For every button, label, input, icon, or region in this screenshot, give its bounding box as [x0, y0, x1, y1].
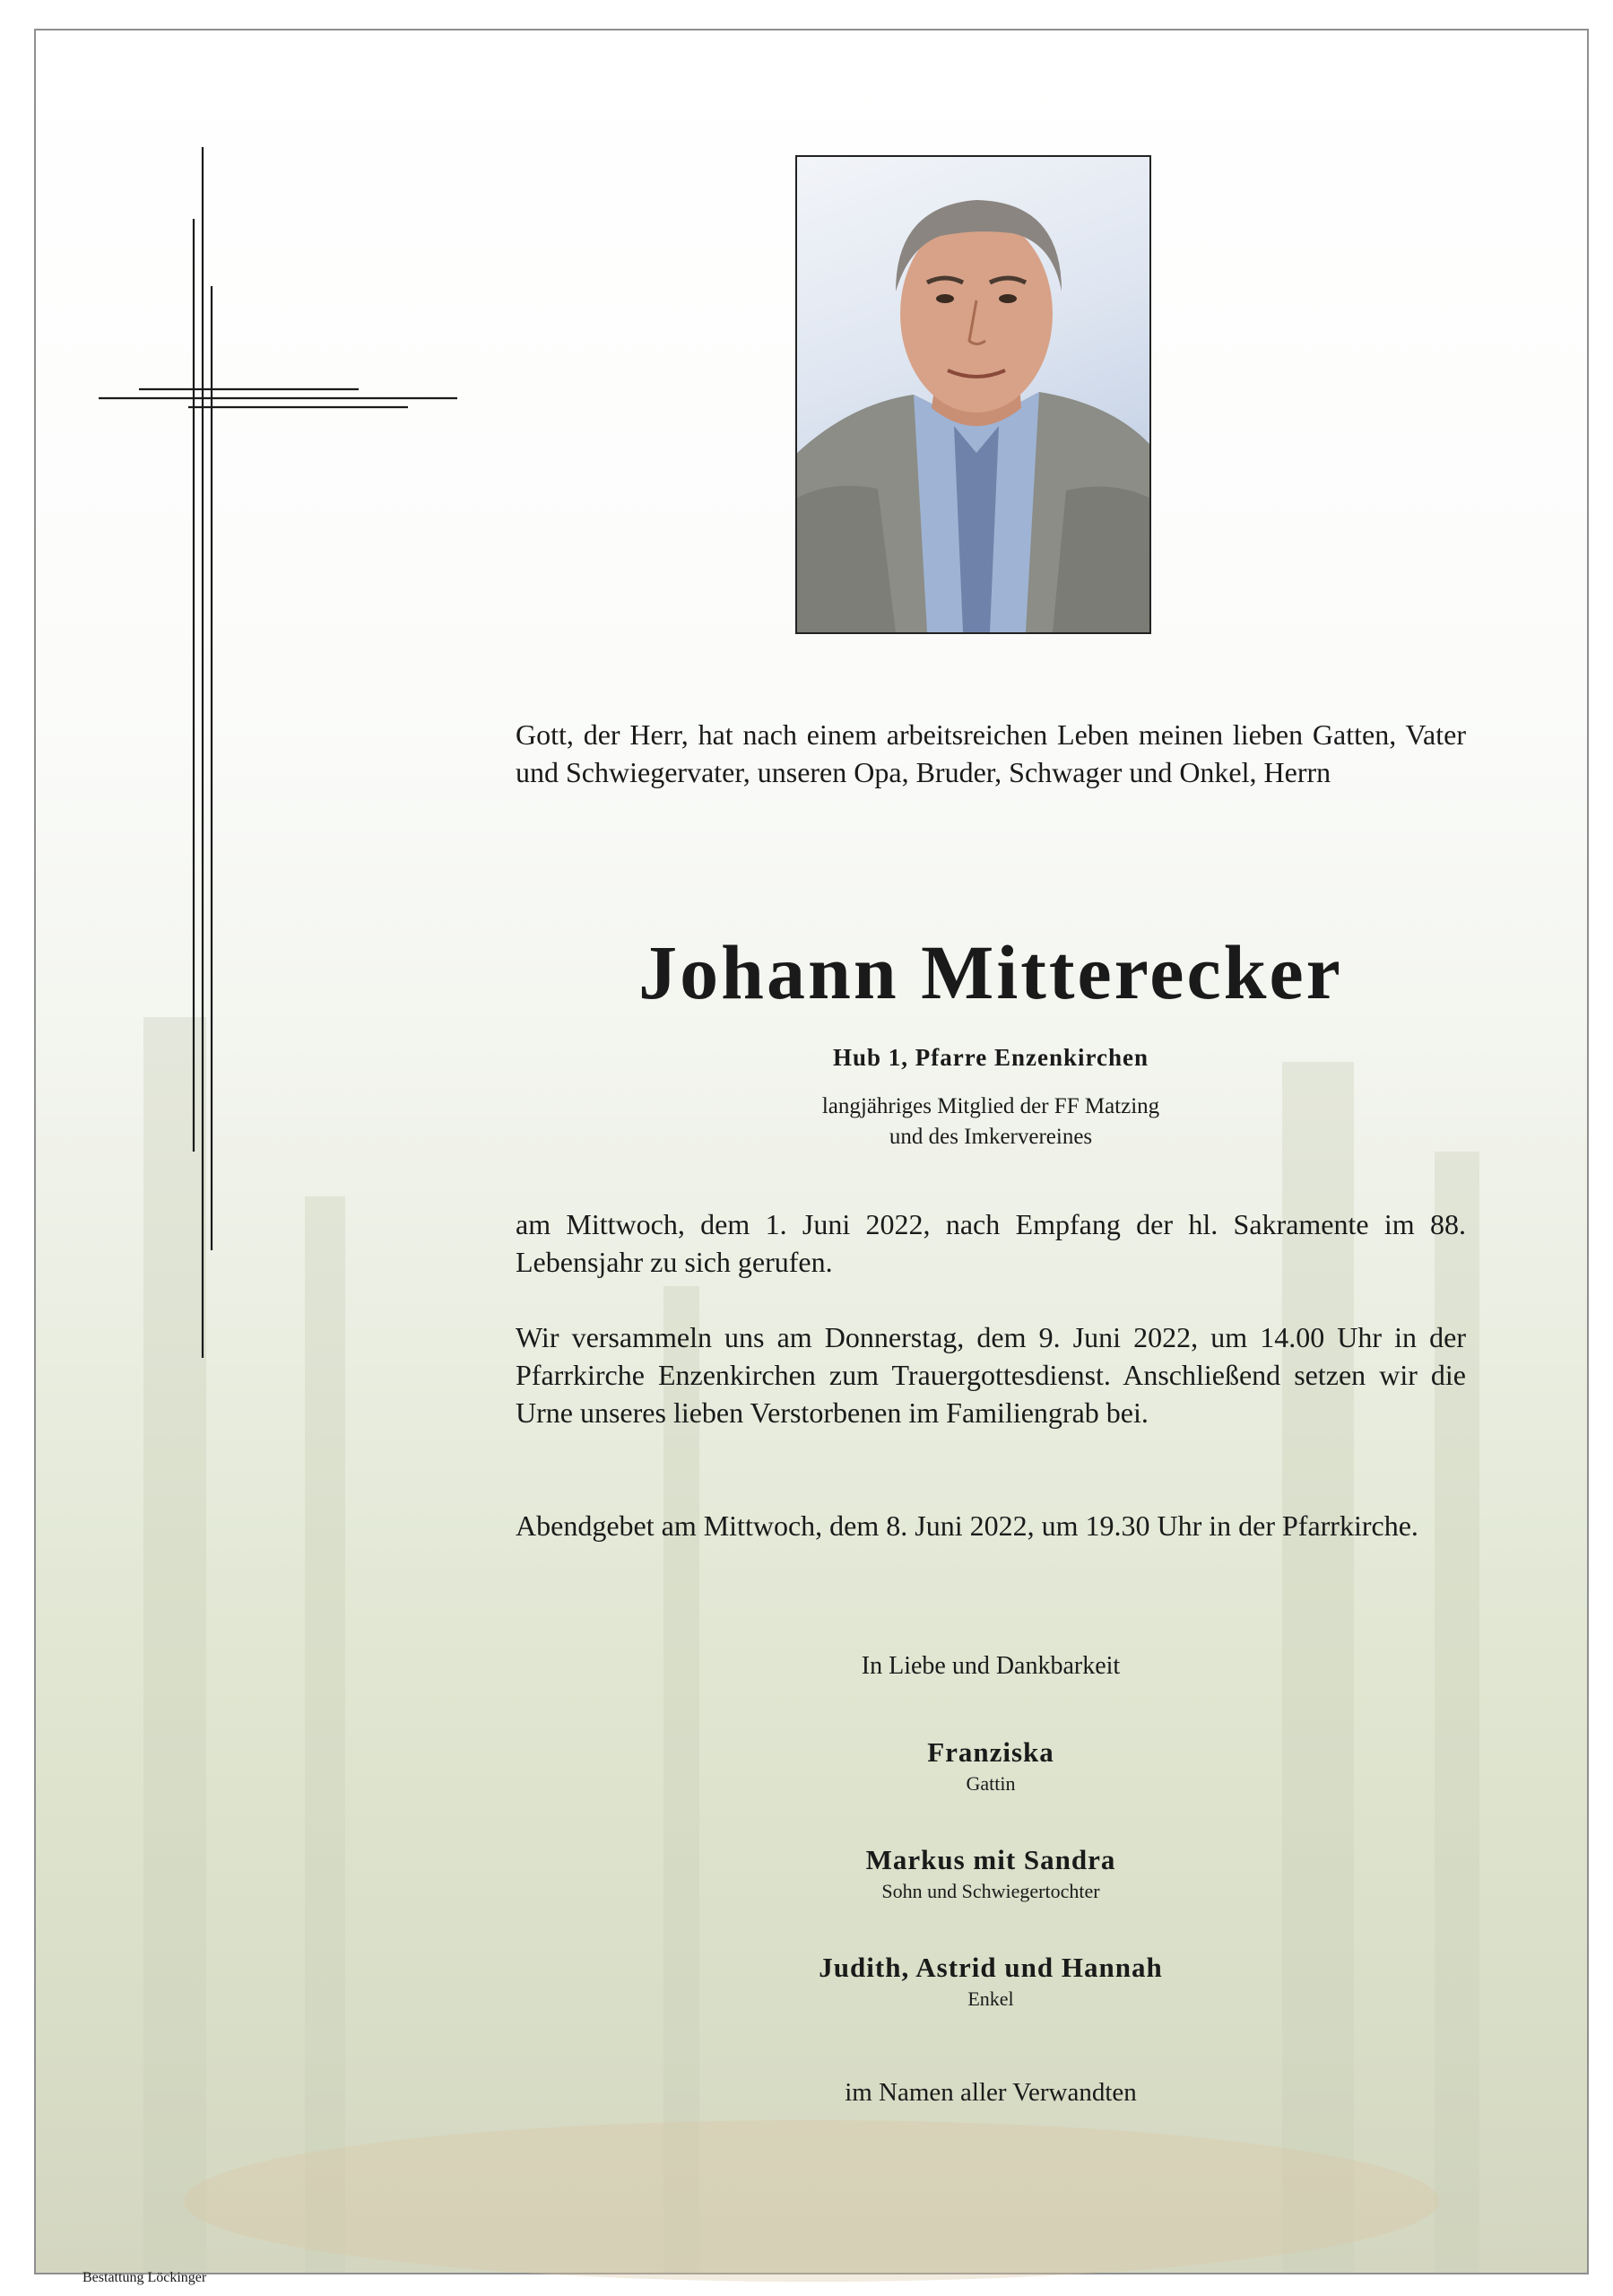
- family-member-name: Franziska: [927, 1736, 1054, 1768]
- family-member-name: Judith, Astrid und Hannah: [819, 1952, 1163, 1983]
- portrait-photo: [795, 155, 1151, 634]
- death-paragraph: am Mittwoch, dem 1. Juni 2022, nach Empfang der hl. Sakramente im 88. Lebensjahr zu sich gerufen.: [516, 1208, 1466, 1278]
- signoff: im Namen aller Verwandten: [845, 2078, 1137, 2107]
- intro-text: Gott, der Herr, hat nach einem arbeitsreichen Leben meinen lieben Gatten, Vater und Schwiegervater, unseren Opa, Bruder, Schwager und Onkel, Herrn: [516, 718, 1466, 788]
- membership-line-2: und des Imkervereines: [889, 1125, 1093, 1149]
- closing-line: In Liebe und Dankbarkeit: [861, 1652, 1121, 1680]
- cross-icon: [99, 147, 457, 1358]
- prayer-paragraph: Abendgebet am Mittwoch, dem 8. Juni 2022, um 19.30 Uhr in der Pfarrkirche.: [516, 1509, 1418, 1542]
- family-member-role: Enkel: [967, 1987, 1014, 2010]
- family-member-name: Markus mit Sandra: [865, 1844, 1116, 1875]
- service-paragraph: Wir versammeln uns am Donnerstag, dem 9. Juni 2022, um 14.00 Uhr in der Pfarrkirche Enzenkirchen zum Trauergottesdienst. Anschließend setzen wir die Urne unseres lieben Verstorbenen im Familiengrab bei.: [516, 1321, 1466, 1429]
- membership: [516, 1091, 1466, 1152]
- deceased-name: Johann Mitterecker: [638, 929, 1343, 1015]
- address: Hub 1, Pfarre Enzenkirchen: [832, 1044, 1149, 1071]
- membership-line-1: langjähriges Mitglied der FF Matzing: [821, 1094, 1160, 1118]
- family-member-role: Sohn und Schwiegertochter: [881, 1880, 1100, 1902]
- family-member-role: Gattin: [966, 1772, 1016, 1795]
- funeral-home-footer: Bestattung Löckinger: [82, 2270, 207, 2285]
- obituary-card: [34, 29, 1589, 2285]
